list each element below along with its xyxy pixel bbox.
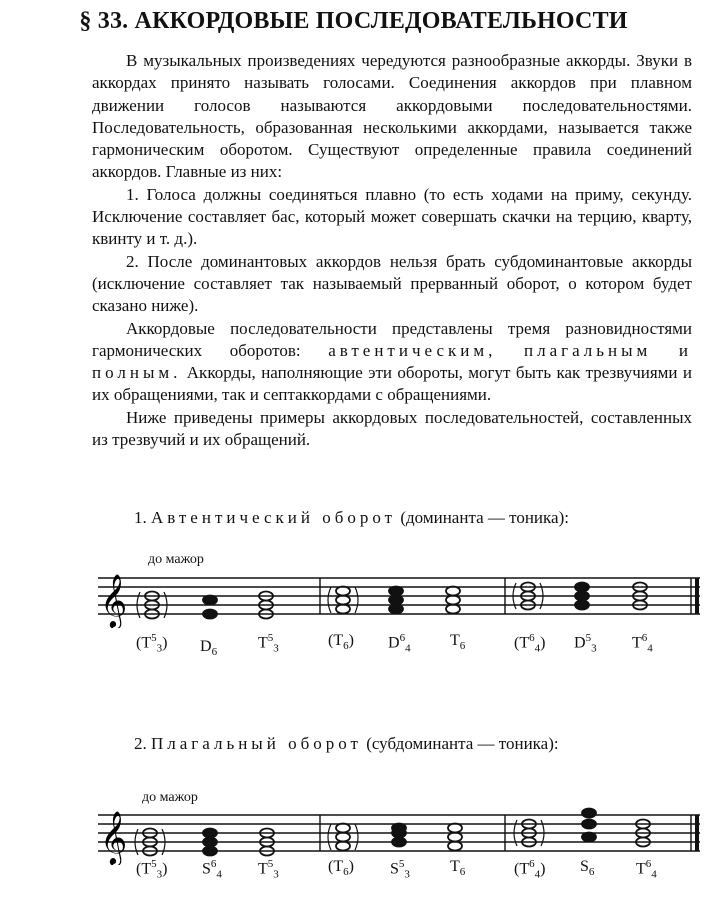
paragraph-intro: В музыкальных произведениях чередуются разнообразные аккорды. Звуки в аккордах принято называть голосами. Соединения аккордов при плавном движении голосов называются аккордовыми последовательностями. Последовательность, образованная несколькими аккордами, называется также гармоническим оборотом. Существуют определенные правила соединений аккордов. Главные из них:: [92, 51, 692, 182]
chord-label: $T^5_3$: [258, 632, 279, 655]
term-authentic: автентическим,: [328, 340, 497, 360]
example-1-number: 1.: [134, 508, 147, 527]
term-full: полным.: [92, 363, 182, 383]
types-end: Аккорды, наполняющие эти обороты, могут быть как трезвучиями и их обращениями, так и септаккордами с обращениями.: [92, 363, 693, 405]
chord-label: $D^6_4$: [388, 632, 411, 655]
types-start: Аккордовые последовательности представлены тремя разновидностями гармонических оборотов:: [92, 318, 692, 360]
example-2-heading: [134, 734, 559, 754]
term-and: и: [678, 340, 692, 360]
paragraph-rule-1: 1. Голоса должны соединяться плавно (то есть ходами на приму, секунду. Исключение составляет бас, который может совершать скачки на терцию, кварту, квинту и т. д.).: [92, 184, 692, 249]
treble-clef-icon: 𝄞: [100, 810, 128, 864]
staff-example-1: [0, 568, 707, 628]
chord-label: $T_6$: [450, 632, 466, 653]
paragraph-rule-2: 2. После доминантовых аккордов нельзя брать субдоминантовые аккорды (исключение составляет так называемый прерванный оборот, о котором будет сказано ниже).: [92, 251, 692, 316]
staff-example-2: [0, 805, 707, 865]
chord-label: $T^5_3$: [258, 858, 279, 881]
paragraph-types: [92, 318, 692, 407]
chord-label: $T_6$: [450, 858, 466, 879]
chord-label: $T^6_4$: [636, 858, 657, 881]
chord-label: $(T_6)$: [328, 858, 354, 879]
chord-label: $(T^6_4)$: [514, 858, 546, 881]
treble-clef-icon: 𝄞: [100, 573, 128, 627]
chord-label: $S^5_3$: [390, 858, 410, 881]
term-plagal: плагальным: [523, 340, 652, 360]
chord-label: $D_6$: [200, 638, 218, 659]
example-1-term: Автентический оборот: [151, 508, 397, 527]
paragraph-examples: Ниже приведены примеры аккордовых последовательностей, составленных из трезвучий и их обращений.: [92, 407, 692, 450]
chord-label: $(T^5_3)$: [136, 632, 168, 655]
chord-label: $(T_6)$: [328, 632, 354, 653]
example-2-number: 2.: [134, 734, 147, 753]
chord-label: $S_6$: [580, 858, 595, 879]
chord-notes: [145, 583, 647, 619]
chord-label: $(T^5_3)$: [136, 858, 168, 881]
page-title: § 33. АККОРДОВЫЕ ПОСЛЕДОВАТЕЛЬНОСТИ: [79, 8, 628, 34]
example-2-key: до мажор: [142, 790, 198, 805]
example-2-desc: (субдоминанта — тоника):: [366, 734, 559, 753]
chord-label: $D^5_3$: [574, 632, 597, 655]
chord-label: $S^6_4$: [202, 858, 222, 881]
body-text: [92, 50, 692, 451]
example-2-term: Плагальный оборот: [151, 734, 362, 753]
chord-label: $(T^6_4)$: [514, 632, 546, 655]
chord-label: $T^6_4$: [632, 632, 653, 655]
example-1-heading: [134, 508, 569, 528]
example-1-desc: (доминанта — тоника):: [400, 508, 569, 527]
example-1-key: до мажор: [148, 552, 204, 567]
